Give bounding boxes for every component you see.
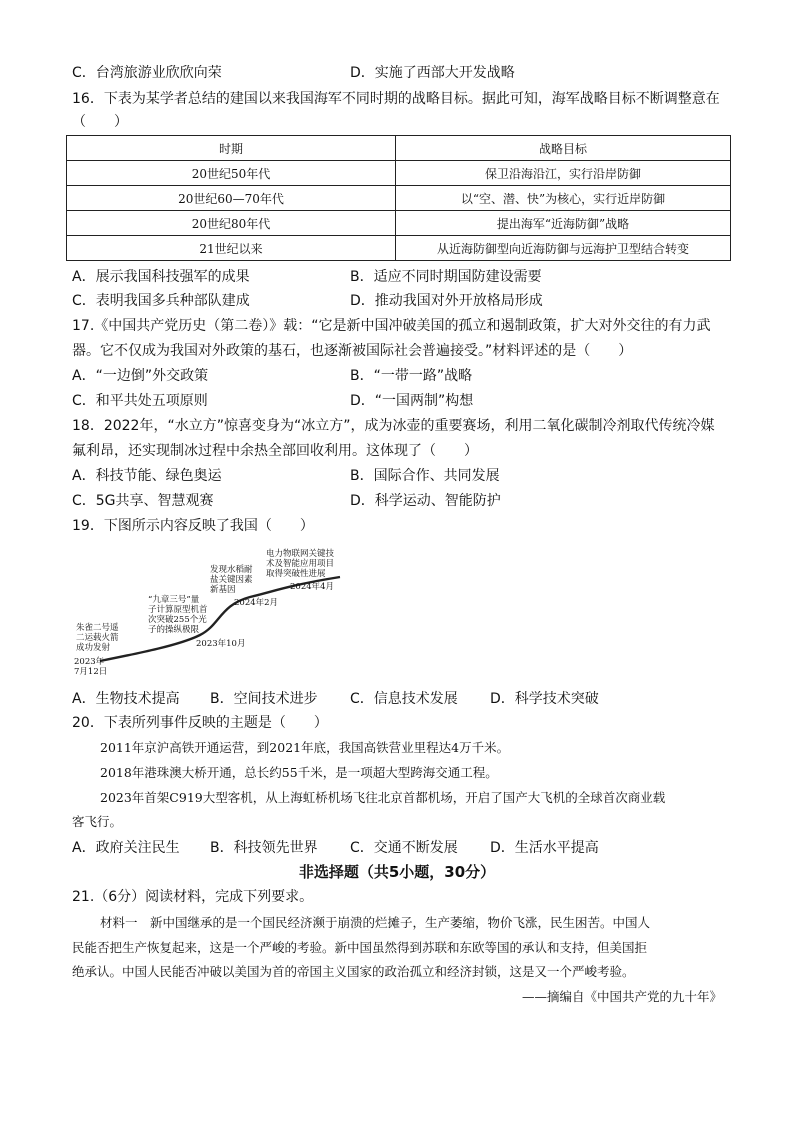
table-header-period: 时期 [67, 136, 396, 161]
q21-material1-line1: 材料一 新中国继承的是一个国民经济濒于崩溃的烂摊子，生产萎缩，物价飞涨，民生困苦。中国人 [100, 915, 651, 930]
timeline-date-4: 2024年4月 [290, 582, 335, 592]
table-cell-period: 20世纪80年代 [67, 211, 396, 236]
q18-option-c[interactable]: C．5G共享、智慧观赛 [72, 493, 214, 509]
q18-option-b[interactable]: B．国际合作、共同发展 [350, 468, 500, 484]
q21-stem: 21.（6分）阅读材料，完成下列要求。 [72, 889, 314, 905]
q21-material1-line2: 民能否把生产恢复起来，这是一个严峻的考验。新中国虽然得到苏联和东欧等国的承认和支持，但美国拒 [72, 940, 648, 955]
table-cell-goal: 保卫沿海沿江，实行沿岸防御 [396, 161, 731, 186]
q19-stem: 19．下图所示内容反映了我国（ ） [72, 518, 314, 534]
q19-option-c[interactable]: C．信息技术发展 [350, 691, 458, 707]
timeline-date-3: 2024年2月 [234, 598, 279, 608]
q20-event-1: 2011年京沪高铁开通运营，到2021年底，我国高铁营业里程达4万千米。 [100, 740, 510, 755]
q19-timeline-figure [70, 545, 370, 680]
q16-option-d[interactable]: D．推动我国对外开放格局形成 [350, 293, 543, 309]
q18-stem-line2: 氟利昂，还实现制冰过程中余热全部回收利用。这体现了（ ） [72, 443, 478, 459]
timeline-event-2: “九章三号”量 子计算原型机首 次突破255个光 子的操纵极限 [148, 595, 208, 635]
table-cell-goal: 从近海防御型向近海防御与远海护卫型结合转变 [396, 236, 731, 261]
table-row [67, 236, 731, 261]
q17-option-b[interactable]: B．“一带一路”战略 [350, 368, 473, 384]
q18-stem-line1: 18．2022年，“水立方”惊喜变身为“冰立方”，成为冰壶的重要赛场，利用二氧化碳制冷剂取代传统冷媒 [72, 418, 715, 434]
q17-stem-line2: 器。它不仅成为我国对外政策的基石，也逐渐被国际社会普遍接受。”材料评述的是（ ） [72, 343, 633, 359]
q20-option-c[interactable]: C．交通不断发展 [350, 840, 458, 856]
table-row [67, 161, 731, 186]
table-cell-period: 20世纪50年代 [67, 161, 396, 186]
q15-option-d[interactable]: D．实施了西部大开发战略 [350, 65, 515, 81]
q21-material1-line3: 绝承认。中国人民能否冲破以美国为首的帝国主义国家的政治孤立和经济封锁，这是又一个严峻考验。 [72, 964, 635, 979]
timeline-date-1: 2023年 7月12日 [74, 657, 108, 677]
q20-option-d[interactable]: D．生活水平提高 [490, 840, 599, 856]
q16-option-b[interactable]: B．适应不同时期国防建设需要 [350, 269, 542, 285]
q17-option-d[interactable]: D．“一国两制”构想 [350, 393, 474, 409]
table-header-row [67, 136, 731, 161]
q20-option-a[interactable]: A．政府关注民生 [72, 840, 180, 856]
q16-strategy-table [66, 135, 731, 261]
section-title: 非选择题（共5小题，30分） [298, 863, 496, 881]
q20-stem: 20．下表所列事件反映的主题是（ ） [72, 715, 328, 731]
q16-option-a[interactable]: A．展示我国科技强军的成果 [72, 269, 250, 285]
q20-event-3-line1: 2023年首架C919大型客机，从上海虹桥机场飞往北京首都机场，开启了国产大飞机的全球首次商业载 [100, 790, 666, 805]
q20-option-b[interactable]: B．科技领先世界 [210, 840, 318, 856]
q19-option-d[interactable]: D．科学技术突破 [490, 691, 599, 707]
q16-stem-line2: （ ） [72, 114, 128, 130]
q19-option-b[interactable]: B．空间技术进步 [210, 691, 318, 707]
table-cell-period: 21世纪以来 [67, 236, 396, 261]
q17-option-a[interactable]: A．“一边倒”外交政策 [72, 368, 209, 384]
q17-option-c[interactable]: C．和平共处五项原则 [72, 393, 208, 409]
table-row [67, 211, 731, 236]
timeline-event-3: 发现水稻耐 盐关键因素 新基因 [210, 565, 253, 595]
q20-event-2: 2018年港珠澳大桥开通，总长约55千米，是一项超大型跨海交通工程。 [100, 765, 498, 780]
table-row [67, 186, 731, 211]
q17-stem-line1: 17.《中国共产党历史（第二卷）》载：“它是新中国冲破美国的孤立和遏制政策，扩大对外交往的有力武 [72, 318, 711, 334]
table-cell-period: 20世纪60—70年代 [67, 186, 396, 211]
q18-option-a[interactable]: A．科技节能、绿色奥运 [72, 468, 222, 484]
table-cell-goal: 提出海军“近海防御”战略 [396, 211, 731, 236]
timeline-event-4: 电力物联网关键技 术及智能应用项目 取得突破性进展 [266, 549, 335, 579]
timeline-event-1: 朱雀二号遥 二运载火箭 成功发射 [76, 623, 119, 653]
table-cell-goal: 以“空、潜、快”为核心，实行近岸防御 [396, 186, 731, 211]
timeline-date-2: 2023年10月 [196, 639, 246, 649]
q16-stem-line1: 16．下表为某学者总结的建国以来我国海军不同时期的战略目标。据此可知，海军战略目标不断调整意在 [72, 91, 720, 107]
table-header-goal: 战略目标 [396, 136, 731, 161]
q19-option-a[interactable]: A．生物技术提高 [72, 691, 180, 707]
q20-event-3-line2: 客飞行。 [72, 814, 123, 829]
q15-option-c[interactable]: C．台湾旅游业欣欣向荣 [72, 65, 222, 81]
q21-source: ——摘编自《中国共产党的九十年》 [521, 989, 722, 1004]
q16-option-c[interactable]: C．表明我国多兵种部队建成 [72, 293, 250, 309]
q18-option-d[interactable]: D．科学运动、智能防护 [350, 493, 501, 509]
